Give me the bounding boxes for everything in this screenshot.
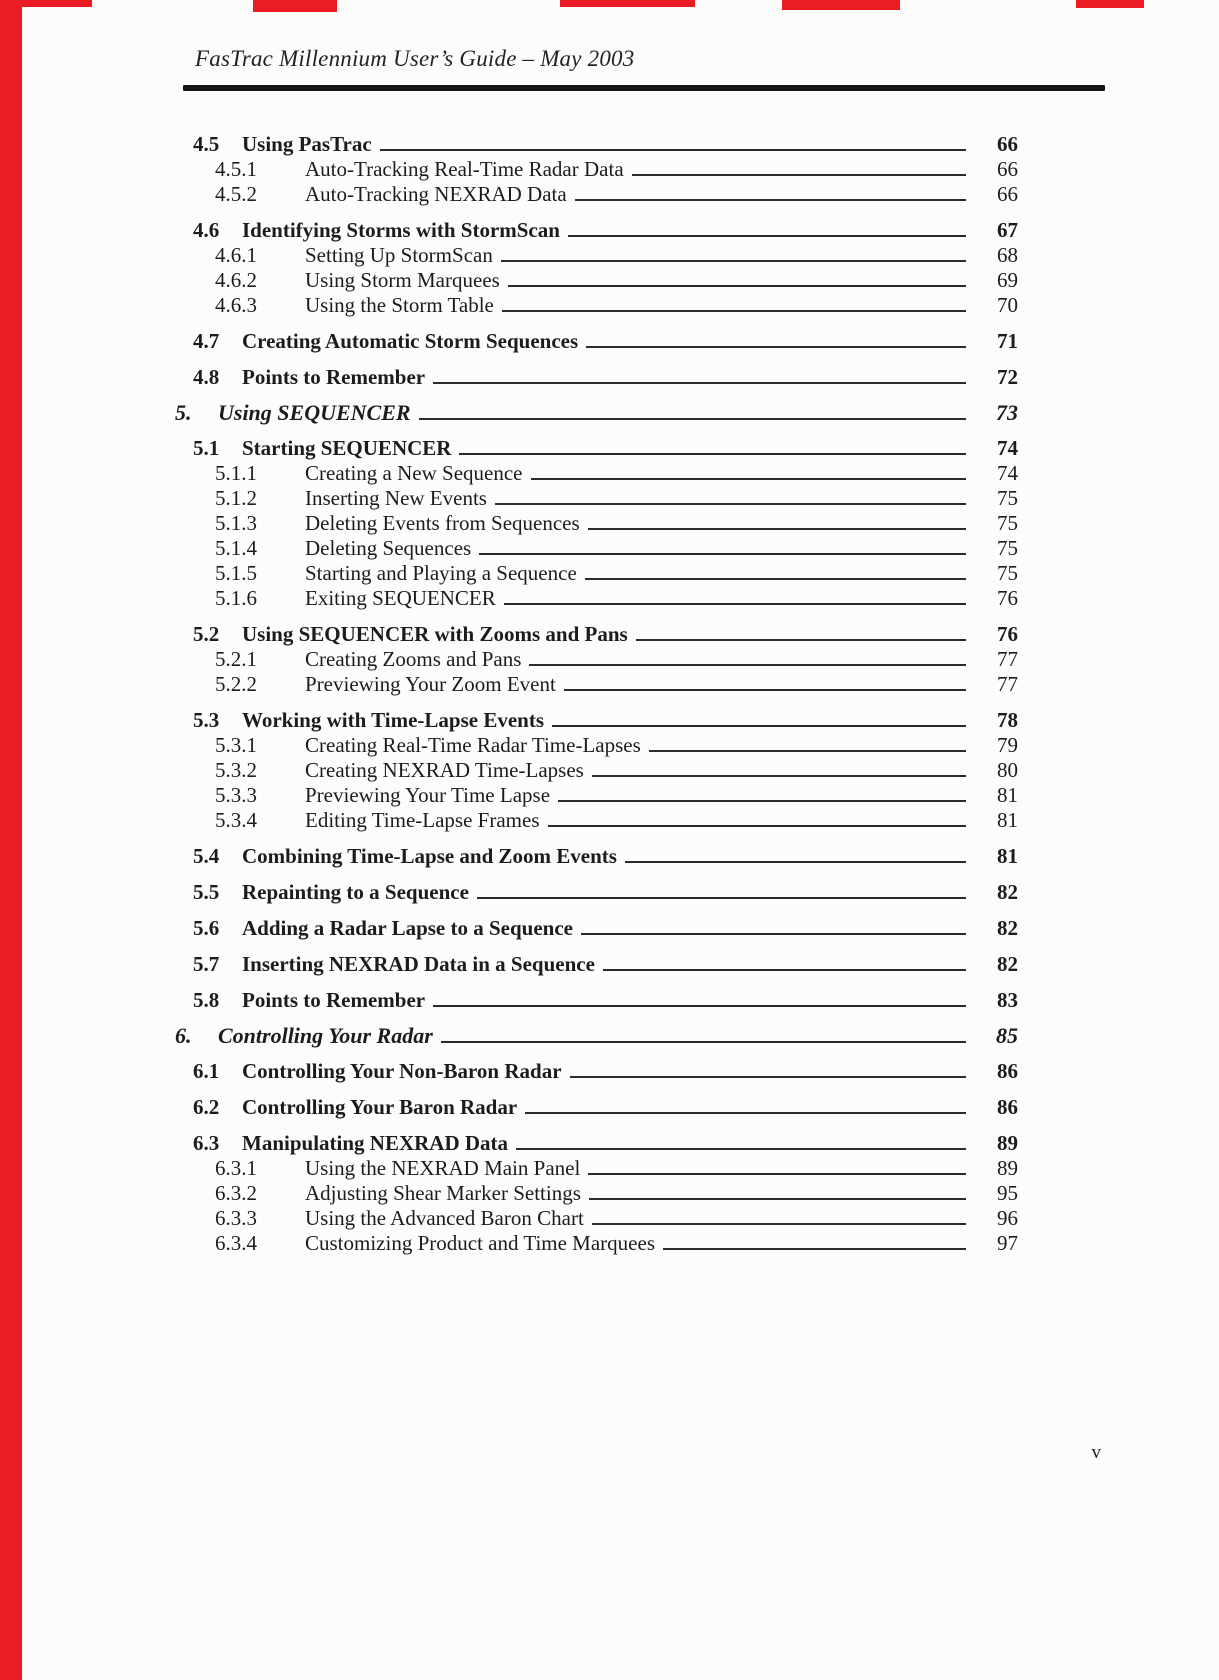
toc-entry (175, 1059, 1018, 1084)
toc-leader-line (603, 969, 966, 971)
toc-entry-title: Adjusting Shear Marker Settings (305, 1181, 581, 1205)
toc-entry (175, 916, 1018, 941)
toc-entry-page: 75 (997, 561, 1018, 585)
toc-entry (175, 647, 1018, 672)
toc-entry-number: 6.1 (193, 1059, 220, 1083)
toc-entry-title: Auto-Tracking NEXRAD Data (305, 182, 567, 206)
toc-entry (175, 511, 1018, 536)
toc-entry-title: Identifying Storms with StormScan (242, 218, 560, 242)
toc-entry-number: 5.3.3 (215, 783, 257, 807)
toc-entry-number: 5.1.6 (215, 586, 257, 610)
toc-entry-number: 6.3.3 (215, 1206, 257, 1230)
toc-entry-title: Previewing Your Time Lapse (305, 783, 551, 807)
toc-entry-number: 5.2.2 (215, 672, 257, 696)
toc-leader-line (495, 503, 966, 505)
toc-entry-page: 81 (997, 808, 1018, 832)
scan-edge-red-dash (1076, 0, 1144, 8)
toc-entry-page: 67 (997, 218, 1018, 242)
toc-entry (175, 1231, 1018, 1256)
toc-entry (175, 157, 1018, 182)
toc-entry-page: 75 (997, 536, 1018, 560)
toc-leader-line (588, 1173, 966, 1175)
toc-leader-line (441, 1041, 966, 1043)
toc-entry-page: 77 (997, 647, 1018, 671)
toc-entry (175, 880, 1018, 905)
toc-leader-line (459, 453, 966, 455)
toc-entry-title: Deleting Sequences (305, 536, 472, 560)
toc-entry-number: 4.5 (193, 132, 220, 156)
toc-entry-number: 5.1 (193, 436, 220, 460)
toc-entry-title: Inserting NEXRAD Data in a Sequence (242, 952, 595, 976)
toc-leader-line (529, 664, 966, 666)
toc-entry-number: 5.3 (193, 708, 220, 732)
toc-entry (175, 268, 1018, 293)
toc-entry-title: Using Storm Marquees (305, 268, 500, 292)
toc-entry-title: Using PasTrac (242, 132, 372, 156)
toc-leader-line (625, 861, 966, 863)
toc-entry-number: 4.6 (193, 218, 220, 242)
toc-entry-title: Creating Automatic Storm Sequences (242, 329, 579, 353)
toc-entry-page: 80 (997, 758, 1018, 782)
toc-entry-title: Controlling Your Baron Radar (242, 1095, 518, 1119)
toc-leader-line (504, 603, 966, 605)
toc-entry-number: 5.4 (193, 844, 220, 868)
toc-leader-line (585, 578, 966, 580)
toc-entry-number: 6.3.4 (215, 1231, 257, 1255)
toc-leader-line (502, 310, 966, 312)
toc-entry-title: Customizing Product and Time Marquees (305, 1231, 655, 1255)
toc-leader-line (568, 235, 966, 237)
header-rule (183, 85, 1105, 91)
toc-entry (175, 182, 1018, 207)
toc-leader-line (525, 1112, 966, 1114)
toc-leader-line (433, 382, 966, 384)
toc-entry (175, 672, 1018, 697)
toc-entry (175, 1156, 1018, 1181)
toc-entry-title: Using the Storm Table (305, 293, 494, 317)
scan-edge-red-dash (782, 0, 900, 10)
toc-entry-title: Combining Time-Lapse and Zoom Events (242, 844, 617, 868)
scan-edge-red-strip (0, 0, 22, 1680)
toc-leader-line (479, 553, 966, 555)
toc-entry-page: 71 (997, 329, 1018, 353)
toc-entry-number: 5.1.2 (215, 486, 257, 510)
toc-entry (175, 132, 1018, 157)
toc-entry-title: Creating Zooms and Pans (305, 647, 522, 671)
toc-leader-line (592, 775, 966, 777)
toc-entry-page: 77 (997, 672, 1018, 696)
toc-entry (175, 586, 1018, 611)
toc-entry (175, 365, 1018, 390)
toc-entry-number: 6.3.2 (215, 1181, 257, 1205)
toc-entry-page: 66 (997, 157, 1018, 181)
toc-entry-title: Creating Real-Time Radar Time-Lapses (305, 733, 641, 757)
toc-leader-line (570, 1076, 966, 1078)
toc-entry-page: 74 (997, 436, 1018, 460)
toc-entry-number: 5.1.3 (215, 511, 257, 535)
toc-entry-title: Repainting to a Sequence (242, 880, 469, 904)
toc-entry-number: 5.5 (193, 880, 220, 904)
toc-entry-page: 96 (997, 1206, 1018, 1230)
toc-entry (175, 1095, 1018, 1120)
scan-edge-red-dash (22, 0, 92, 7)
toc-entry-page: 95 (997, 1181, 1018, 1205)
toc-entry-title: Auto-Tracking Real-Time Radar Data (305, 157, 624, 181)
toc-entry-page: 86 (997, 1059, 1018, 1083)
toc-entry-number: 6. (175, 1023, 192, 1048)
toc-entry (175, 783, 1018, 808)
toc-entry-page: 78 (997, 708, 1018, 732)
toc-entry-title: Creating NEXRAD Time-Lapses (305, 758, 584, 782)
toc-leader-line (636, 639, 966, 641)
toc-entry-title: Manipulating NEXRAD Data (242, 1131, 509, 1155)
toc-entry-title: Previewing Your Zoom Event (305, 672, 556, 696)
toc-entry-page: 69 (997, 268, 1018, 292)
toc-entry (175, 622, 1018, 647)
toc-entry (175, 1023, 1018, 1048)
toc-entry (175, 218, 1018, 243)
toc-entry (175, 400, 1018, 425)
toc-entry-title: Exiting SEQUENCER (305, 586, 496, 610)
toc-entry-page: 66 (997, 182, 1018, 206)
toc-leader-line (548, 825, 967, 827)
toc-leader-line (508, 285, 966, 287)
toc-leader-line (380, 149, 966, 151)
toc-entry-page: 97 (997, 1231, 1018, 1255)
toc-entry-title: Using SEQUENCER with Zooms and Pans (242, 622, 628, 646)
toc-leader-line (558, 800, 966, 802)
toc-entry (175, 1181, 1018, 1206)
toc-entry-page: 83 (997, 988, 1018, 1012)
toc-entry (175, 536, 1018, 561)
toc-entry (175, 561, 1018, 586)
toc-entry-title: Deleting Events from Sequences (305, 511, 580, 535)
table-of-contents (175, 132, 1018, 1256)
toc-entry-title: Starting SEQUENCER (242, 436, 452, 460)
toc-entry-title: Controlling Your Non-Baron Radar (242, 1059, 562, 1083)
toc-entry (175, 708, 1018, 733)
toc-entry-number: 5.3.1 (215, 733, 257, 757)
toc-entry-number: 5.3.2 (215, 758, 257, 782)
toc-entry-title: Points to Remember (242, 365, 426, 389)
toc-entry-page: 81 (997, 844, 1018, 868)
toc-entry-number: 4.6.3 (215, 293, 257, 317)
toc-entry-page: 82 (997, 952, 1018, 976)
toc-entry-page: 74 (997, 461, 1018, 485)
toc-entry-number: 5.8 (193, 988, 220, 1012)
toc-entry-number: 4.5.2 (215, 182, 257, 206)
toc-entry-title: Inserting New Events (305, 486, 487, 510)
toc-entry (175, 329, 1018, 354)
toc-leader-line (588, 528, 966, 530)
toc-leader-line (564, 689, 966, 691)
toc-entry-number: 5.6 (193, 916, 220, 940)
toc-entry-title: Starting and Playing a Sequence (305, 561, 577, 585)
toc-entry-page: 76 (997, 586, 1018, 610)
toc-entry-page: 72 (997, 365, 1018, 389)
toc-entry-page: 66 (997, 132, 1018, 156)
scan-edge-red-dash (253, 0, 337, 12)
toc-entry (175, 293, 1018, 318)
toc-entry (175, 758, 1018, 783)
toc-leader-line (516, 1148, 966, 1150)
toc-entry-title: Using SEQUENCER (218, 400, 411, 425)
toc-entry (175, 486, 1018, 511)
toc-entry (175, 844, 1018, 869)
toc-entry-title: Controlling Your Radar (218, 1023, 433, 1048)
toc-entry-title: Adding a Radar Lapse to a Sequence (242, 916, 573, 940)
toc-entry-number: 6.3 (193, 1131, 220, 1155)
toc-entry-title: Points to Remember (242, 988, 426, 1012)
toc-entry-title: Setting Up StormScan (305, 243, 493, 267)
toc-entry (175, 988, 1018, 1013)
toc-entry (175, 733, 1018, 758)
toc-leader-line (586, 346, 966, 348)
toc-leader-line (663, 1248, 966, 1250)
toc-entry-number: 4.6.1 (215, 243, 257, 267)
toc-entry-number: 5.2 (193, 622, 220, 646)
toc-entry-title: Editing Time-Lapse Frames (305, 808, 540, 832)
toc-entry-number: 5.7 (193, 952, 220, 976)
toc-entry-number: 4.8 (193, 365, 220, 389)
toc-entry-number: 5.1.5 (215, 561, 257, 585)
toc-entry-page: 76 (997, 622, 1018, 646)
toc-entry (175, 436, 1018, 461)
toc-entry-page: 79 (997, 733, 1018, 757)
running-header: FasTrac Millennium User’s Guide – May 2003 (195, 46, 635, 71)
toc-entry-title: Creating a New Sequence (305, 461, 523, 485)
toc-leader-line (649, 750, 966, 752)
toc-entry-title: Working with Time-Lapse Events (242, 708, 545, 732)
toc-entry-number: 5.1.1 (215, 461, 257, 485)
toc-leader-line (592, 1223, 966, 1225)
toc-entry-page: 89 (997, 1156, 1018, 1180)
toc-leader-line (552, 725, 966, 727)
toc-entry-page: 82 (997, 880, 1018, 904)
toc-leader-line (419, 418, 966, 420)
toc-leader-line (433, 1005, 966, 1007)
toc-entry-title: Using the Advanced Baron Chart (305, 1206, 584, 1230)
toc-entry-number: 5.1.4 (215, 536, 257, 560)
toc-leader-line (632, 174, 966, 176)
toc-entry-page: 82 (997, 916, 1018, 940)
toc-leader-line (589, 1198, 966, 1200)
toc-entry-number: 4.5.1 (215, 157, 257, 181)
toc-entry-page: 75 (997, 511, 1018, 535)
toc-entry-number: 5.3.4 (215, 808, 257, 832)
toc-entry-page: 89 (997, 1131, 1018, 1155)
toc-entry-number: 4.7 (193, 329, 220, 353)
toc-entry-page: 70 (997, 293, 1018, 317)
toc-entry (175, 461, 1018, 486)
toc-entry-number: 6.3.1 (215, 1156, 257, 1180)
toc-entry-page: 85 (996, 1023, 1018, 1048)
toc-leader-line (575, 199, 966, 201)
scan-edge-red-dash (560, 0, 695, 7)
toc-entry-page: 73 (996, 400, 1018, 425)
toc-entry (175, 243, 1018, 268)
toc-leader-line (581, 933, 966, 935)
toc-entry-number: 6.2 (193, 1095, 220, 1119)
toc-entry-page: 75 (997, 486, 1018, 510)
toc-entry-page: 68 (997, 243, 1018, 267)
toc-leader-line (501, 260, 966, 262)
toc-entry-page: 81 (997, 783, 1018, 807)
toc-leader-line (477, 897, 966, 899)
toc-entry-page: 86 (997, 1095, 1018, 1119)
toc-entry-number: 5. (175, 400, 192, 425)
toc-leader-line (531, 478, 967, 480)
toc-entry (175, 808, 1018, 833)
toc-entry-title: Using the NEXRAD Main Panel (305, 1156, 581, 1180)
page-number: v (1091, 1442, 1101, 1463)
toc-entry (175, 1131, 1018, 1156)
toc-entry (175, 1206, 1018, 1231)
toc-entry (175, 952, 1018, 977)
toc-entry-number: 4.6.2 (215, 268, 257, 292)
toc-entry-number: 5.2.1 (215, 647, 257, 671)
